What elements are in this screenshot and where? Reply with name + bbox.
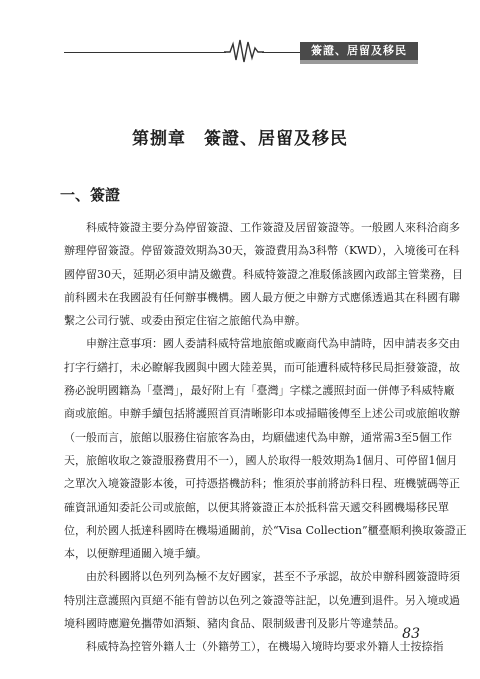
header-rule-right (262, 52, 302, 53)
section-title: 簽證 (90, 186, 121, 204)
paragraph-1-line: 繫之公司行號、或委由預定住宿之旅館代為申辦。 (64, 314, 306, 328)
chapter-title: 第捌章 簽證、居留及移民 (132, 129, 348, 149)
paragraph-2-line: 確資訊通知委託公司或旅館，以便其將簽證正本於抵科當天遞交科國機場移民單 (64, 500, 449, 514)
paragraph-2-line: 本，以便辦理通關入境手續。 (64, 547, 207, 561)
paragraph-4-line: 科威特為控管外籍人士（外籍勞工），在機場入境時均要求外籍人士按捺指 (64, 640, 444, 654)
paragraph-2-line: 商或旅館。申辦手續包括將護照首頁清晰影印本或掃瞄後傳至上述公司或旅館收辦 (64, 407, 460, 421)
section-heading (60, 184, 120, 205)
running-header (0, 0, 480, 70)
paragraph-2-line: 務必說明國籍為「臺灣」，最好附上有「臺灣」字樣之護照封面一併傳予科威特廠 (64, 384, 455, 398)
paragraph-2-line: 打字行繕打，未必瞭解我國與中國大陸差異，而可能遭科威特移民局拒發簽證，故 (64, 360, 460, 374)
paragraph-1-line: 科威特簽證主要分為停留簽證、工作簽證及居留簽證等。一般國人來科洽商多 (64, 221, 460, 234)
header-label: 簽證、居留及移民 (300, 42, 418, 60)
paragraph-1-line: 前科國未在我國設有任何辦事機構。國人最方便之申辦方式應係透過其在科國有聯 (64, 290, 460, 304)
paragraph-3-line: 特別注意護照內頁絕不能有曾訪以色列之簽證等註記，以免遭到退件。另入境或過 (64, 593, 460, 607)
paragraph-2-line: 申辦注意事項：國人委請科威特當地旅館或廠商代為申請時，因申請表多交由 (64, 337, 460, 351)
paragraph-1-line: 國停留30天，延期必須申請及繳費。科威特簽證之准駁係該國內政部主管業務，目 (64, 267, 463, 281)
paragraph-2-line: 天，旅館收取之簽證服務費用不一），國人於取得一般效期為1個月、可停留1個月 (64, 453, 458, 467)
section-number: 一、 (60, 186, 91, 204)
paragraph-2-line: 之單次入境簽證影本後，可持憑搭機訪科；惟須於事前將訪科日程、班機號碼等正 (64, 477, 460, 491)
header-label-shadow-bar (300, 60, 418, 64)
paragraph-2-line: （一般而言，旅館以服務住宿旅客為由，均願儘速代為申辦，通常需3至5個工作 (64, 430, 452, 444)
paragraph-1-line: 辦理停留簽證。停留簽證效期為30天，簽證費用為3科幣（KWD），入境後可在科 (64, 244, 460, 258)
paragraph-3-line: 由於科國將以色列列為極不友好國家，甚至不予承認，故於申辦科國簽證時須 (64, 570, 460, 584)
header-rule-left (64, 52, 226, 53)
page-number: 83 (402, 626, 420, 642)
paragraph-2-line: 位，利於國人抵達科國時在機場通關前，於“Visa Collection”櫃臺順利換取簽證正 (64, 523, 467, 537)
paragraph-3-line: 境科國時應避免攜帶如酒類、豬肉食品、限制級書刊及影片等違禁品。 (64, 617, 405, 631)
heartbeat-wave-icon (224, 36, 264, 64)
body-text (64, 216, 467, 659)
